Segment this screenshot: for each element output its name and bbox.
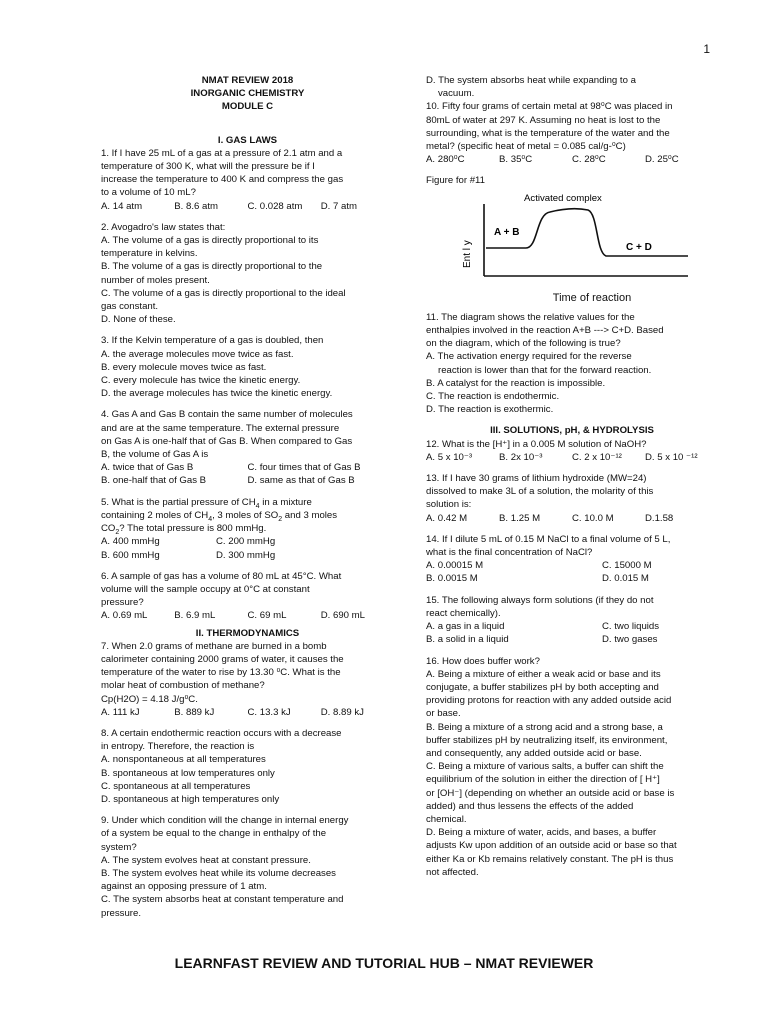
q6-line: 6. A sample of gas has a volume of 80 mL at 45°C. What (101, 570, 342, 582)
q1-line: 1. If I have 25 mL of a gas at a pressure of 2.1 atm and a (101, 147, 343, 159)
question-1 (101, 147, 394, 213)
q1-choice-a: A. 14 atm (101, 200, 143, 212)
q16-line: not affected. (426, 866, 479, 878)
q8-line: B. spontaneous at low temperatures only (101, 767, 275, 779)
q11-line: 11. The diagram shows the relative values for the (426, 311, 635, 323)
q15-choice-c: C. two liquids (602, 621, 660, 633)
q5-line-3: $CO_2$? The total pressure is 800 mmHg. (101, 523, 267, 536)
question-16 (426, 655, 718, 879)
question-5 (101, 496, 394, 562)
q15-choice-b: B. a solid in a liquid (426, 634, 509, 646)
q11-line: C. The reaction is endothermic. (426, 391, 560, 403)
q12-choice-a: A. 5 x 10⁻³ (426, 451, 473, 463)
q1-line: to a volume of 10 mL? (101, 187, 196, 199)
q16-line: chemical. (426, 813, 467, 825)
q10-choice-a: A. 280⁰C (426, 154, 465, 166)
q4-line: on Gas A is one-half that of Gas B. When compared to Gas (101, 435, 353, 447)
figure-caption: Figure for #11 (426, 175, 486, 187)
q5-choice-b: B. 600 mmHg (101, 549, 160, 561)
q12-choice-d: D. 5 x 10 ⁻¹² (645, 451, 698, 463)
q13-line: dissolved to make 3L of a solution, the molarity of this (426, 486, 654, 498)
x-axis-label: Time of reaction (552, 291, 632, 304)
q16-line: or [OH⁻] (depending on whether an outside acid or base is (426, 787, 675, 799)
q2-line: temperature in kelvins. (101, 248, 198, 260)
q11-line: A. The activation energy required for the reverse (426, 351, 632, 363)
q14-choice-b: B. 0.0015 M (426, 573, 478, 585)
q16-line: and consequently, any added outside acid or base. (426, 747, 642, 759)
q6-line: volume will the sample occupy at 0°C at constant (101, 583, 310, 595)
q6-choice-d: D. 690 mL (320, 610, 366, 622)
q16-line: conjugate, a buffer stabilizes pH by both accepting and (426, 681, 659, 693)
q7-line: molar heat of combustion of methane? (101, 680, 265, 692)
q15-choice-d: D. two gases (602, 634, 658, 646)
question-3 (101, 334, 394, 400)
q8-line: A. nonspontaneous at all temperatures (101, 754, 266, 766)
q13-line: solution is: (426, 499, 472, 511)
q11-line: B. A catalyst for the reaction is impossible. (426, 377, 606, 389)
q9-line: C. The system absorbs heat at constant temperature and (101, 894, 344, 906)
q7-choices (101, 706, 394, 719)
q9-line: B. The system evolves heat while its volume decreases (101, 867, 336, 879)
q7-line: temperature of the water to rise by 13.30 ⁰C. What is the (101, 667, 341, 679)
enthalpy-diagram-svg (426, 190, 718, 290)
q1-choice-d: D. 7 atm (320, 200, 358, 212)
q9-choice-d-cont: vacuum. (438, 88, 475, 100)
q10-choice-d: D. 25⁰C (645, 154, 679, 166)
q12-choices (426, 451, 718, 464)
q13-choice-b: B. 1.25 M (499, 512, 541, 524)
q11-line: D. The reaction is exothermic. (426, 404, 554, 416)
q7-line: 7. When 2.0 grams of methane are burned in a bomb (101, 640, 327, 652)
q10-line: 10. Fifty four grams of certain metal at 98⁰C was placed in (426, 101, 673, 113)
q16-line: providing protons for reaction with any added outside acid (426, 695, 672, 707)
question-4 (101, 408, 394, 487)
q2-line: 2. Avogadro's law states that: (101, 221, 226, 233)
enthalpy-diagram (426, 190, 718, 290)
q1-choice-b: B. 8.6 atm (174, 200, 218, 212)
q11-line: enthalpies involved in the reaction A+B ---> C+D. Based (426, 325, 664, 337)
q9-line: 9. Under which condition will the change in internal energy (101, 815, 349, 827)
q16-line: adjusts Kw upon addition of an outside acid or base so that (426, 840, 677, 852)
q13-choices (426, 512, 718, 525)
q3-line: D. the average molecules has twice the kinetic energy. (101, 388, 333, 400)
q3-line: C. every molecule has twice the kinetic energy. (101, 375, 301, 387)
q10-choice-b: B. 35⁰C (499, 154, 533, 166)
question-13 (426, 472, 718, 525)
q3-line: A. the average molecules move twice as fast. (101, 348, 294, 360)
q16-line: buffer stabilizes pH by neutralizing itself, its environment, (426, 734, 668, 746)
q15-choices (426, 620, 718, 646)
q10-line: 80mL of water at 297 K. Assuming no heat is lost to the (426, 114, 661, 126)
q15-line: react chemically). (426, 607, 501, 619)
q15-choice-a: A. a gas in a liquid (426, 621, 505, 633)
q14-line: 14. If I dilute 5 mL of 0.15 M NaCl to a final volume of 5 L, (426, 533, 671, 545)
q12-choice-b: B. 2x 10⁻³ (499, 451, 543, 463)
q6-line: pressure? (101, 597, 144, 609)
q16-line: added) and thus lessens the effects of the added (426, 800, 634, 812)
q1-line: temperature of 300 K, what will the pressure be if I (101, 161, 315, 173)
q10-line: surrounding, what is the temperature of the water and the (426, 127, 670, 139)
q3-line: 3. If the Kelvin temperature of a gas is doubled, then (101, 335, 324, 347)
q5-choice-d: D. 300 mmHg (216, 549, 276, 561)
question-2 (101, 221, 394, 327)
q2-line: number of moles present. (101, 274, 210, 286)
q10-line: metal? (specific heat of metal = 0.085 cal/g-⁰C) (426, 141, 626, 153)
q5-choices (101, 535, 331, 561)
q7-choice-d: D. 8.89 kJ (320, 706, 364, 718)
q11-line: on the diagram, which of the following is true? (426, 338, 621, 350)
q9-choice-d: D. The system absorbs heat while expanding to a (426, 75, 636, 86)
q6-choice-c: C. 69 mL (247, 610, 287, 622)
page-number: 1 (703, 42, 710, 56)
q8-line: D. spontaneous at high temperatures only (101, 793, 280, 805)
q8-line: C. spontaneous at all temperatures (101, 780, 251, 792)
q7-line: calorimeter containing 2000 grams of water, it causes the (101, 653, 344, 665)
q16-line: 16. How does buffer work? (426, 655, 540, 667)
q13-choice-c: C. 10.0 M (572, 512, 614, 524)
q2-line: B. The volume of a gas is directly proportional to the (101, 261, 323, 273)
q16-line: either Ka or Kb remains relatively constant. The pH is thus (426, 853, 674, 865)
q4-choice-d: D. same as that of Gas B (247, 475, 355, 487)
q9-line: pressure. (101, 907, 141, 919)
section-solutions: III. SOLUTIONS, pH, & HYDROLYSIS (490, 425, 654, 437)
doc-title-3: MODULE C (221, 101, 274, 113)
q14-choices (426, 559, 718, 585)
q14-choice-c: C. 15000 M (602, 560, 652, 572)
section-thermodynamics: II. THERMODYNAMICS (195, 627, 300, 639)
doc-title-1: NMAT REVIEW 2018 (201, 75, 294, 86)
question-9 (101, 814, 394, 920)
q14-line: what is the final concentration of NaCl? (426, 547, 593, 559)
q16-line: C. Being a mixture of various salts, a buffer can shift the (426, 761, 664, 773)
q6-choice-b: B. 6.9 mL (174, 610, 216, 622)
q16-line: A. Being a mixture of either a weak acid or base and its (426, 668, 661, 680)
q16-line: D. Being a mixture of water, acids, and bases, a buffer (426, 827, 657, 839)
q8-line: 8. A certain endothermic reaction occurs with a decrease (101, 727, 342, 739)
question-7 (101, 640, 394, 719)
q1-line: increase the temperature to 400 K and compress the gas (101, 174, 344, 186)
q9-line: of a system be equal to the change in enthalpy of the (101, 828, 327, 840)
q6-choices (101, 609, 394, 622)
q1-choices (101, 200, 394, 213)
y-axis-label: Ent l y (462, 239, 473, 268)
q13-choice-d: D.1.58 (645, 512, 674, 524)
doc-title-2: INORGANIC CHEMISTRY (190, 88, 305, 100)
q7-choice-c: C. 13.3 kJ (247, 706, 291, 718)
q5-choice-a: A. 400 mmHg (101, 536, 160, 548)
q16-line: B. Being a mixture of a strong acid and a strong base, a (426, 721, 663, 733)
question-14 (426, 533, 718, 586)
q5-choice-c: C. 200 mmHg (216, 536, 276, 548)
question-10 (426, 100, 718, 166)
peak-label: Activated complex (524, 192, 602, 204)
footer: LEARNFAST REVIEW AND TUTORIAL HUB – NMAT REVIEWER (174, 955, 594, 971)
question-11 (426, 311, 718, 417)
question-15 (426, 594, 718, 647)
reactant-label: A + B (494, 226, 520, 238)
q14-choice-a: A. 0.00015 M (426, 560, 484, 572)
q7-choice-b: B. 889 kJ (174, 706, 215, 718)
q1-choice-c: C. 0.028 atm (247, 200, 303, 212)
q15-line: 15. The following always form solutions (if they do not (426, 594, 654, 606)
product-label: C + D (626, 241, 652, 253)
q10-choice-c: C. 28⁰C (572, 154, 606, 166)
q11-line-indent: reaction is lower than that for the forward reaction. (438, 364, 652, 376)
q2-line: D. None of these. (101, 314, 176, 326)
q4-choice-b: B. one-half that of Gas B (101, 475, 207, 487)
q4-line: and are at the same temperature. The external pressure (101, 422, 340, 434)
q16-line: or base. (426, 708, 461, 720)
q9-line: A. The system evolves heat at constant pressure. (101, 854, 311, 866)
q2-line: C. The volume of a gas is directly proportional to the ideal (101, 287, 346, 299)
q4-choices (101, 461, 394, 487)
q4-choice-a: A. twice that of Gas B (101, 462, 194, 474)
question-8 (101, 727, 394, 806)
section-gas-laws: I. GAS LAWS (217, 134, 278, 146)
q7-cp: Cp(H2O) = 4.18 J/g⁰C. (101, 693, 198, 705)
q2-line: gas constant. (101, 301, 159, 313)
q9-line: against an opposing pressure of 1 atm. (101, 881, 267, 893)
q8-line: in entropy. Therefore, the reaction is (101, 741, 255, 753)
q5-line-1: 5. What is the partial pressure of $CH_4$ in a mixture (101, 496, 312, 510)
q12-choice-c: C. 2 x 10⁻¹² (572, 451, 622, 463)
q2-line: A. The volume of a gas is directly proportional to its (101, 235, 319, 247)
question-6 (101, 570, 394, 623)
q14-choice-d: D. 0.015 M (602, 573, 649, 585)
q5-line-2: containing 2 moles of $CH_4$, 3 moles of $SO_2$ and 3 moles (101, 509, 338, 523)
right-column (426, 74, 718, 887)
q12-stem: 12. What is the [H⁺] in a 0.005 M solution of NaOH? (426, 438, 647, 450)
q13-line: 13. If I have 30 grams of lithium hydroxide (MW=24) (426, 473, 647, 485)
question-12 (426, 438, 718, 464)
q7-choice-a: A. 111 kJ (101, 706, 140, 718)
q13-choice-a: A. 0.42 M (426, 512, 468, 524)
q6-choice-a: A. 0.69 mL (101, 610, 148, 622)
q10-choices (426, 153, 718, 166)
q4-line: B, the volume of Gas A is (101, 449, 209, 461)
left-column (101, 74, 394, 928)
q4-line: 4. Gas A and Gas B contain the same number of molecules (101, 409, 353, 421)
q4-choice-c: C. four times that of Gas B (247, 462, 361, 474)
q9-line: system? (101, 841, 137, 853)
q16-line: equilibrium of the solution in either the direction of [ H⁺] (426, 774, 660, 786)
q3-line: B. every molecule moves twice as fast. (101, 361, 267, 373)
